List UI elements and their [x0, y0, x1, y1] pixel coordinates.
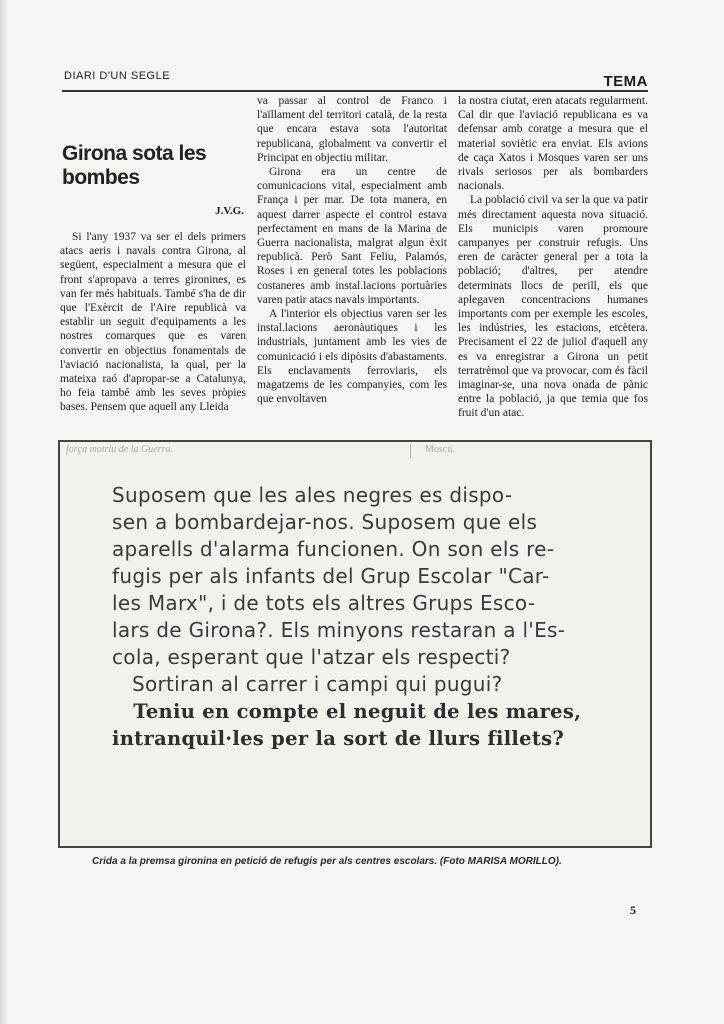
- article-column-1: [60, 230, 246, 415]
- section-tag: TEMA: [603, 73, 648, 90]
- clipping-line: fugis per als infants del Grup Escolar "Car-: [112, 564, 550, 588]
- article-byline: J.V.G.: [215, 205, 244, 217]
- photo-caption: Crida a la premsa gironina en petició de refugis per als centres escolars. (Foto MARISA MORILLO).: [92, 856, 562, 867]
- article-title: Girona sota les bombes: [62, 142, 207, 189]
- newspaper-clipping-photo: [58, 440, 652, 848]
- clipping-line: aparells d'alarma funcionen. On son els re-: [112, 537, 555, 561]
- article-column-3: [458, 94, 648, 421]
- page-number: 5: [630, 903, 636, 917]
- page-edge-shadow: [0, 0, 8, 1024]
- paragraph: A l'interior els objectius varen ser les instal.lacions aeronàutiques i les industrials, juntament amb les vies de comunicació i els dipòsits d'abastaments. Els enclavaments ferroviaris, els magatzems de les companyies, com les que envoltaven: [257, 308, 447, 406]
- clipping-line: cola, esperant que l'atzar els respecti?: [112, 645, 511, 669]
- clipping-bold-line: intranquil·les per la sort de llurs fillets?: [112, 727, 565, 750]
- clipping-body: [112, 482, 642, 752]
- clipping-faint-text-left: força motriu de la Guerra.: [66, 444, 173, 455]
- paragraph: va passar al control de Franco i l'aïllament del territori català, de la resta que encara estava sota l'autoritat republicana, globalment va convertir el Principat en objectiu militar.: [257, 95, 447, 164]
- clipping-line: les Marx", i de tots els altres Grups Esco-: [112, 591, 536, 615]
- clipping-line: Suposem que les ales negres es dispo-: [112, 483, 513, 507]
- clipping-line: Sortiran al carrer i campi qui pugui?: [112, 672, 503, 696]
- paragraph: Si l'any 1937 va ser el dels primers atacs aeris i navals contra Girona, al següent, especialment a mesura que el front s'apropava a terres gironines, es van fer més habituals. També s'ha de dir que l'Exèrcit de l'Aire republicà va establir un seguit d'equipaments a les nostres comarques que es varen convertir en objectius fonamentals de l'aviació nacionalista, la qual, per la mateixa raó d'apropar-se a Catalunya, ho feia també amb les seves pròpies bases. Pensem que aquell any Lleida: [60, 231, 246, 414]
- clipping-line: sen a bombardejar-nos. Suposem que els: [112, 510, 538, 534]
- clipping-bold-line: Teniu en compte el neguit de les mares,: [112, 700, 582, 723]
- header-rule: [62, 90, 648, 92]
- clipping-divider: [410, 444, 411, 458]
- article-column-2: [257, 94, 447, 406]
- clipping-line: lars de Girona?. Els minyons restaran a l'Es-: [112, 618, 566, 642]
- paragraph: la nostra ciutat, eren atacats regularment. Cal dir que l'aviació republicana es va defensar amb coratge a mesura que el material soviètic era enviat. Els avions de caça Xatos i Mosques varen ser uns rivals seriosos per als bombarders nacionals.: [458, 95, 648, 193]
- section-header: DIARI D'UN SEGLE: [64, 70, 171, 82]
- paragraph: La població civil va ser la que va patir més directament aquesta nova situació. Els municipis varen promoure campanyes per construir refugis. Uns eren de caràcter general per a tota la població; d'altres, per atendre determinats llocs de perill, els que aplegaven concentracions humanes importants com per exemple les escoles, les indústries, les estacions, etcètera. Precisament el 22 de juliol d'aquell any es va enregistrar a Girona un petit terratrèmol que va provocar, com és fàcil imaginar-se, una nova onada de pànic entre la població, ja que temia que fos fruit d'un atac.: [458, 194, 648, 420]
- clipping-faint-text-right: Moscú.: [425, 444, 455, 455]
- paragraph: Girona era un centre de comunicacions vital, especialment amb França i per mar. De tota manera, en aquest darrer aspecte el control estava perfectament en mans de la Marina de Guerra nacionalista, malgrat algun èxit republicà. Però Sant Feliu, Palamós, Roses i en general totes les poblacions costaneres amb instal.lacions portuàries varen patir atacs navals importants.: [257, 166, 447, 306]
